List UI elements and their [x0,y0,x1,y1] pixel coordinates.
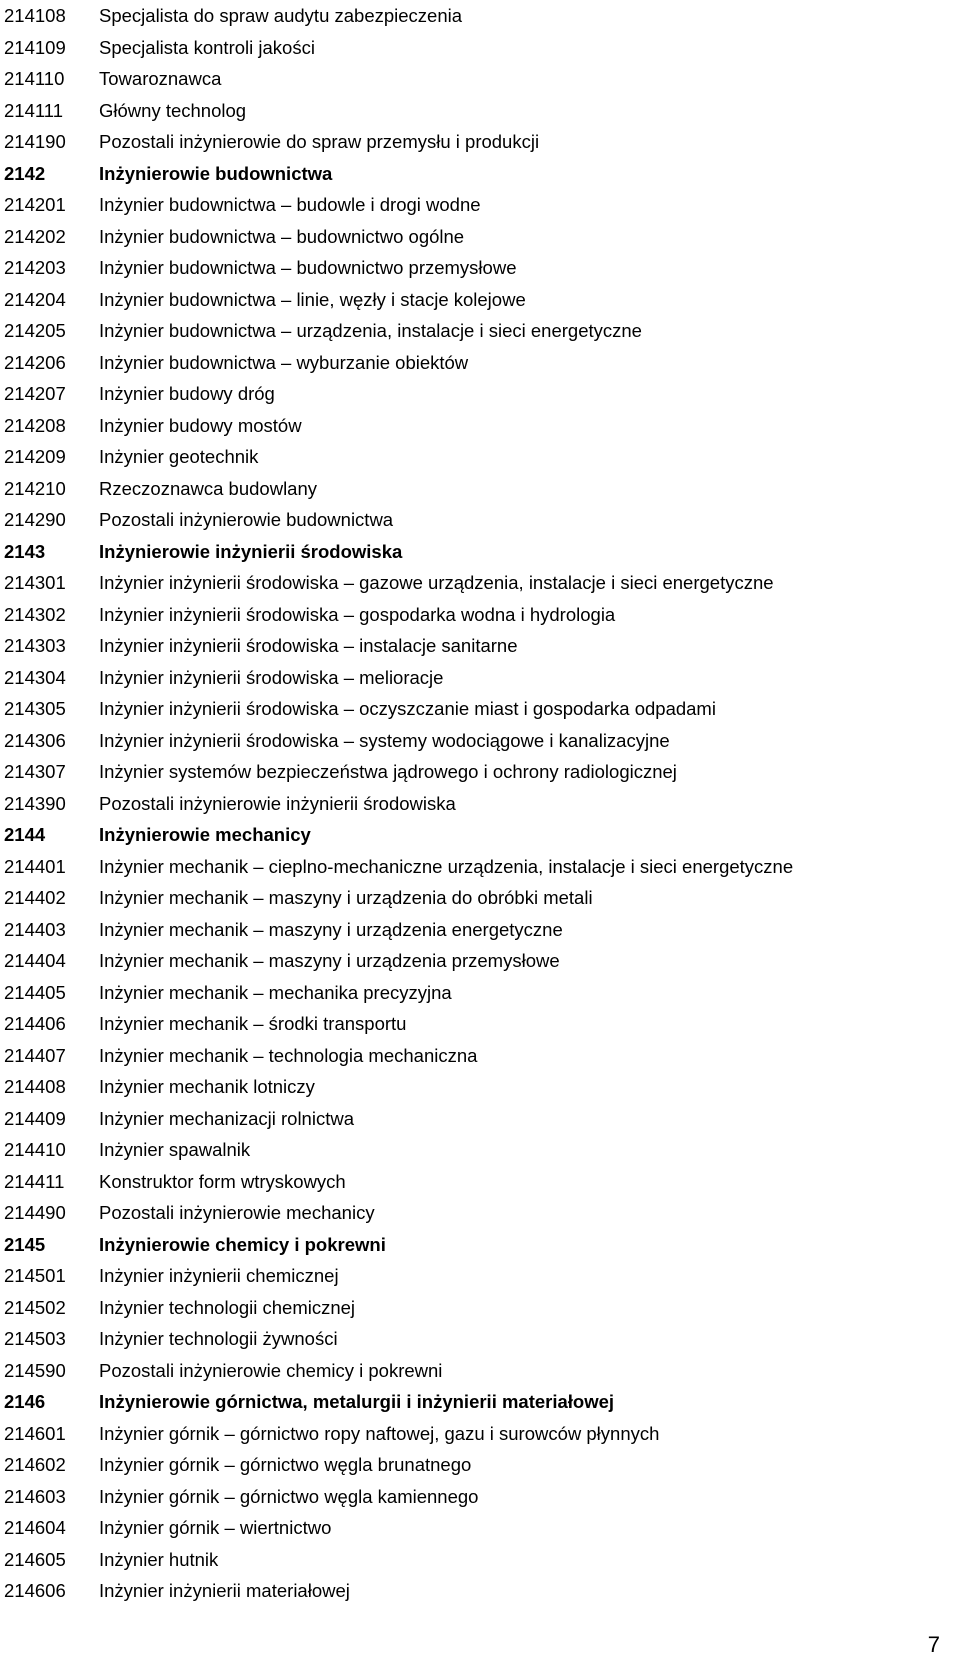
occupation-row [4,1260,954,1292]
occupation-row [4,1512,954,1544]
occupation-name: Inżynier hutnik [99,1548,219,1570]
occupation-row [4,1449,954,1481]
occupation-code: 214606 [4,1580,66,1601]
occupation-name: Inżynier budownictwa – wyburzanie obiektów [99,351,469,373]
occupation-name: Inżynier mechanik – cieplno-mechaniczne urządzenia, instalacje i sieci energetyczne [99,855,794,877]
occupation-row [4,693,954,725]
occupation-name: Inżynier mechanik – maszyny i urządzenia energetyczne [99,918,563,940]
occupation-name: Inżynier mechanik – środki transportu [99,1013,407,1034]
occupation-row [4,315,954,347]
occupation-row [4,914,954,946]
occupation-row [4,221,954,253]
group-heading-row [4,1229,954,1261]
occupation-name: Inżynier technologii chemicznej [99,1296,356,1318]
occupation-code: 214209 [4,446,66,467]
group-name: Inżynierowie górnictwa, metalurgii i inżynierii materiałowej [99,1391,615,1412]
occupation-row [4,378,954,410]
occupation-row [4,1323,954,1355]
occupation-row [4,977,954,1009]
occupation-row [4,882,954,914]
occupation-row [4,63,954,95]
occupation-row [4,504,954,536]
occupation-name: Pozostali inżynierowie chemicy i pokrewni [99,1359,443,1381]
occupation-row [4,851,954,883]
occupation-code: 214305 [4,698,66,719]
occupation-name: Inżynier budownictwa – linie, węzły i stacje kolejowe [99,288,526,310]
occupation-name: Inżynier technologii żywności [99,1328,338,1349]
occupation-name: Inżynier budownictwa – budownictwo ogólne [99,225,465,247]
occupation-name: Inżynier mechanik – maszyny i urządzenia do obróbki metali [99,887,593,908]
occupation-row [4,347,954,379]
group-code: 2143 [4,540,46,562]
occupation-code: 214604 [4,1517,66,1538]
occupation-name: Inżynier geotechnik [99,446,259,467]
occupation-code: 214490 [4,1202,66,1223]
occupation-code: 214301 [4,572,66,593]
occupation-name: Inżynier budownictwa – urządzenia, instalacje i sieci energetyczne [99,320,642,341]
occupation-row [4,756,954,788]
occupation-row [4,1166,954,1198]
occupation-name: Inżynier górnik – górnictwo węgla brunatnego [99,1454,472,1475]
occupation-row [4,0,954,32]
occupation-row [4,1103,954,1135]
group-name: Inżynierowie chemicy i pokrewni [99,1233,386,1255]
occupation-code: 214304 [4,666,66,688]
occupation-name: Konstruktor form wtryskowych [99,1170,346,1192]
occupation-code: 214201 [4,194,66,215]
occupation-row [4,1008,954,1040]
occupation-row [4,1292,954,1324]
occupation-code: 214306 [4,729,66,751]
occupation-code: 214208 [4,414,66,436]
occupation-code: 214502 [4,1296,66,1318]
occupation-code: 214203 [4,257,66,278]
occupation-name: Inżynier inżynierii środowiska – gospodarka wodna i hydrologia [99,603,616,625]
occupation-code: 214410 [4,1139,66,1160]
occupation-row [4,1355,954,1387]
group-heading-row [4,158,954,190]
occupation-row [4,1418,954,1450]
occupation-name: Pozostali inżynierowie mechanicy [99,1202,375,1223]
occupation-code: 214602 [4,1454,66,1475]
occupation-name: Pozostali inżynierowie inżynierii środowiska [99,792,456,814]
occupation-code: 214409 [4,1107,66,1129]
group-heading-row [4,1386,954,1418]
occupation-code: 214501 [4,1265,66,1286]
occupation-row [4,1481,954,1513]
occupation-row [4,284,954,316]
occupation-row [4,662,954,694]
occupation-code: 214405 [4,981,66,1003]
page-number: 7 [927,1632,940,1657]
occupation-code: 214407 [4,1044,66,1066]
occupation-row [4,1197,954,1229]
occupation-code: 214605 [4,1548,66,1570]
occupation-code: 214202 [4,225,66,247]
occupation-name: Towaroznawca [99,68,222,89]
occupation-code: 214403 [4,918,66,940]
occupation-name: Inżynier budowy mostów [99,414,302,436]
occupation-name: Inżynier inżynierii środowiska – instalacje sanitarne [99,635,518,656]
occupation-name: Inżynier mechanik – maszyny i urządzenia przemysłowe [99,950,560,971]
occupation-row [4,1575,954,1607]
occupation-code: 214290 [4,509,66,530]
occupation-row [4,1040,954,1072]
occupation-name: Specjalista kontroli jakości [99,36,315,58]
occupation-name: Inżynier inżynierii materiałowej [99,1580,350,1601]
group-code: 2145 [4,1233,46,1255]
occupation-name: Inżynier mechanik – mechanika precyzyjna [99,981,452,1003]
occupation-code: 214404 [4,950,66,971]
occupation-name: Rzeczoznawca budowlany [99,477,318,499]
occupation-row [4,630,954,662]
occupation-code: 214601 [4,1422,66,1444]
occupation-code: 214408 [4,1076,66,1097]
occupation-row [4,1071,954,1103]
occupation-name: Inżynier inżynierii środowiska – oczyszczanie miast i gospodarka odpadami [99,698,716,719]
occupation-code: 214207 [4,383,66,404]
occupation-row [4,252,954,284]
occupation-row [4,945,954,977]
group-name: Inżynierowie budownictwa [99,162,333,184]
occupation-name: Inżynier budownictwa – budowle i drogi wodne [99,194,481,215]
occupation-code: 214109 [4,36,66,58]
occupation-code: 214108 [4,5,66,26]
occupation-code: 214111 [4,99,63,121]
occupation-name: Inżynier górnik – górnictwo ropy naftowej, gazu i surowców płynnych [99,1422,660,1444]
occupation-row [4,473,954,505]
occupation-name: Inżynier systemów bezpieczeństwa jądrowego i ochrony radiologicznej [99,761,677,782]
group-code: 2142 [4,162,46,184]
occupation-code-list [4,0,954,1607]
occupation-row [4,95,954,127]
occupation-name: Specjalista do spraw audytu zabezpieczenia [99,5,463,26]
occupation-name: Inżynier spawalnik [99,1139,251,1160]
occupation-code: 214302 [4,603,66,625]
occupation-code: 214390 [4,792,66,814]
occupation-code: 214205 [4,320,66,341]
occupation-name: Pozostali inżynierowie budownictwa [99,509,394,530]
group-heading-row [4,819,954,851]
occupation-name: Inżynier górnik – wiertnictwo [99,1517,332,1538]
occupation-code: 214204 [4,288,66,310]
occupation-code: 214590 [4,1359,66,1381]
occupation-row [4,189,954,221]
occupation-row [4,126,954,158]
occupation-row [4,410,954,442]
occupation-name: Inżynier inżynierii środowiska – systemy wodociągowe i kanalizacyjne [99,729,670,751]
occupation-name: Inżynier mechanik – technologia mechaniczna [99,1044,478,1066]
occupation-name: Inżynier inżynierii chemicznej [99,1265,339,1286]
occupation-name: Pozostali inżynierowie do spraw przemysłu i produkcji [99,131,540,152]
group-heading-row [4,536,954,568]
occupation-name: Inżynier inżynierii środowiska – gazowe urządzenia, instalacje i sieci energetyczne [99,572,774,593]
occupation-code: 214411 [4,1170,65,1192]
occupation-name: Inżynier budownictwa – budownictwo przemysłowe [99,257,517,278]
occupation-name: Inżynier mechanizacji rolnictwa [99,1107,354,1129]
occupation-code: 214210 [4,477,66,499]
occupation-code: 214307 [4,761,66,782]
group-code: 2146 [4,1391,46,1412]
occupation-name: Główny technolog [99,99,247,121]
occupation-code: 214303 [4,635,66,656]
occupation-row [4,441,954,473]
occupation-code: 214401 [4,855,66,877]
group-code: 2144 [4,824,46,845]
occupation-code: 214190 [4,131,66,152]
occupation-code: 214503 [4,1328,66,1349]
occupation-row [4,32,954,64]
occupation-code: 214206 [4,351,66,373]
occupation-name: Inżynier górnik – górnictwo węgla kamiennego [99,1485,479,1507]
occupation-code: 214603 [4,1485,66,1507]
occupation-row [4,599,954,631]
occupation-name: Inżynier inżynierii środowiska – melioracje [99,666,444,688]
occupation-row [4,725,954,757]
occupation-row [4,567,954,599]
occupation-row [4,1134,954,1166]
occupation-code: 214110 [4,68,65,89]
occupation-name: Inżynier budowy dróg [99,383,275,404]
occupation-name: Inżynier mechanik lotniczy [99,1076,315,1097]
occupation-code: 214406 [4,1013,66,1034]
group-name: Inżynierowie inżynierii środowiska [99,540,403,562]
occupation-row [4,788,954,820]
occupation-code: 214402 [4,887,66,908]
group-name: Inżynierowie mechanicy [99,824,311,845]
occupation-row [4,1544,954,1576]
